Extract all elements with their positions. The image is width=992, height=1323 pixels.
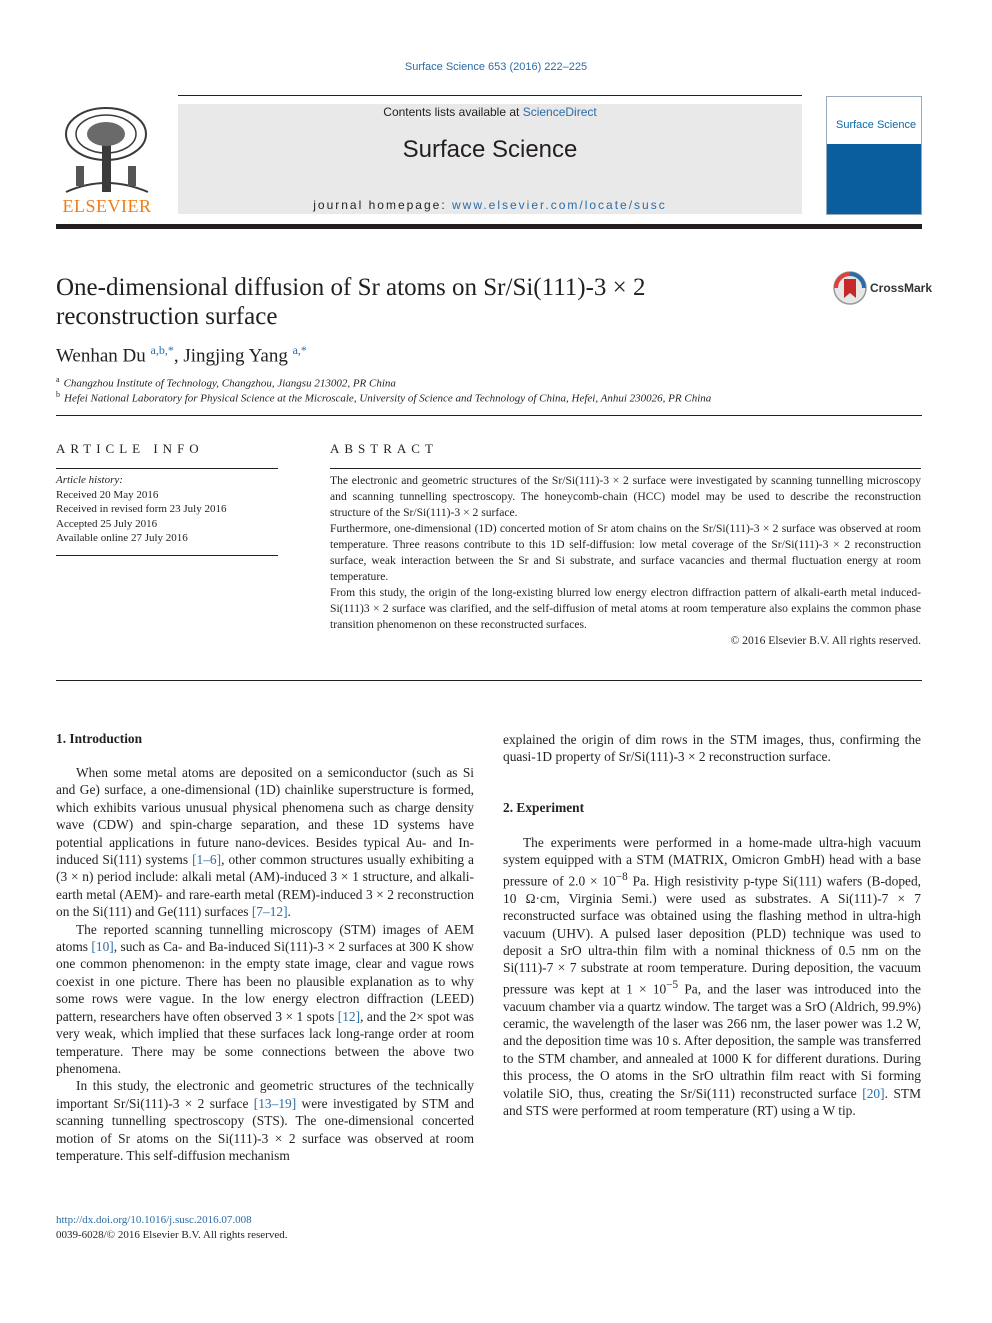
body-paragraph (56, 1077, 474, 1164)
author-separator: , (173, 345, 184, 367)
header-thick-rule (56, 224, 922, 229)
journal-cover-thumbnail[interactable] (826, 96, 922, 215)
header-top-rule (178, 95, 802, 96)
author-name[interactable]: Wenhan Du (56, 345, 146, 367)
body-divider (56, 680, 922, 681)
issn-copyright: 0039-6028/© 2016 Elsevier B.V. All rights reserved. (56, 1229, 288, 1241)
affiliation-text: Hefei National Laboratory for Physical Science at the Microscale, University of Science and Technology of China, Hefei, Anhui 230026, PR China (64, 392, 712, 405)
experiment-body (503, 834, 921, 1119)
article-history (56, 473, 226, 546)
article-info-heading: ARTICLE INFO (56, 441, 204, 456)
text-run: , other common structures usually exhibiting a (3 × n) period include: alkali metal (AM)-induced 3 × 1 structure, and alkali-earth metal (AEM)- and rare-earth metal (REM)-induced 3 × 2 reconstruction on the Si(111) and Ge(111) surfaces (56, 852, 474, 920)
introduction-continuation (503, 731, 921, 766)
author-list (56, 343, 307, 367)
history-accepted: Accepted 25 July 2016 (56, 517, 158, 530)
introduction-body (56, 764, 474, 1164)
text-run: . STM and STS were performed at room temperature (RT) using a W tip. (503, 1085, 921, 1119)
author-affiliation-marks[interactable]: a,b,* (150, 343, 174, 357)
journal-title: Surface Science (402, 136, 578, 163)
citation-link[interactable]: [10] (91, 939, 114, 955)
section-heading-introduction: 1. Introduction (56, 731, 143, 746)
text-run: In this study, the electronic and geometric structures of the technically important Sr/Si(111)-3 × 2 surface (56, 1078, 474, 1111)
text-run: , and the 2× spot was very weak, which implied that these surfaces lack long-range order at room temperature. There may be some connections between the above two phenomena. (56, 1008, 474, 1076)
author-affiliation-marks[interactable]: a,* (292, 343, 307, 357)
journal-homepage-link[interactable]: www.elsevier.com/locate/susc (452, 198, 667, 212)
text-run: The experiments were performed in a home-made ultra-high vacuum system equipped with a STM (MATRIX, Omicron GmbH) head with a base pressure of 2.0 × 10 (503, 835, 921, 889)
journal-citation-link[interactable]: Surface Science 653 (2016) 222–225 (404, 61, 588, 73)
text-run: When some metal atoms are deposited on a semiconductor (such as Si and Ge) surface, a one-dimensional (1D) chainlike superstructure is formed, which exhibits various unusual physical phenomena such as charge density wave (CDW) and spin-charge separation, and these 1D systems have potential applications in future nano-devices. Besides typical Au- and In-induced Si(111) systems (56, 765, 474, 868)
abstract-heading: ABSTRACT (330, 441, 438, 456)
text-run: were investigated by STM and scanning tunnelling spectroscopy (STS). The one-dimensional concerted motion of Sr atoms on the Si(111)-3 × 2 surface was observed at room temperature. This self-diffusion mechanism (56, 1095, 475, 1163)
history-label: Article history: (56, 474, 123, 486)
history-online: Available online 27 July 2016 (56, 532, 188, 544)
journal-homepage-line (178, 198, 802, 212)
citation-link[interactable]: [13–19] (253, 1095, 297, 1111)
article-info-rule-bottom (56, 555, 278, 556)
text-run: , such as Ca- and Ba-induced Si(111)-3 × 2 surfaces at 300 K show one common phenomenon: in the empty state image, clear and vague rows coexist in one picture. There has been no plausible explanation as to why some rows were vague. In the low energy electron diffraction (LEED) pattern, researchers have often observed 3 × 1 spots (56, 939, 474, 1024)
abstract-paragraph: From this study, the origin of the long-existing blurred low energy electron diffraction pattern of alkali-earth metal induced-Si(111)3 × 2 surface was clarified, and the self-diffusion of metal atoms at room temperature also explains the common phase transition phenomenon on these reconstructed surfaces. (330, 586, 921, 631)
abstract-body (330, 473, 921, 649)
crossmark-icon[interactable] (832, 270, 868, 311)
homepage-prefix: journal homepage: (313, 198, 452, 212)
doi-link[interactable]: http://dx.doi.org/10.1016/j.susc.2016.07.008 (56, 1214, 252, 1226)
text-run: Pa, and the laser was introduced into the vacuum chamber via a quartz window. The target was a SrO (Aldrich, 99.9%) ceramic, the wavelength of the laser was 266 nm, the laser power was 1.2 W, and the deposition time was 10 s. After deposition, the sample was transferred to the STM chamber, and annealed at 1000 K for different durations. During this process, the O atoms in the SrO ultrathin film react with Si forming volatile SiO, thus, creating the Sr/Si(111) reconstructed surface (503, 981, 921, 1101)
contents-prefix: Contents lists available at (383, 105, 523, 119)
crossmark-label[interactable]: CrossMark (870, 281, 933, 295)
sciencedirect-link[interactable]: ScienceDirect (522, 105, 597, 119)
abstract-paragraph: Furthermore, one-dimensional (1D) concerted motion of Sr atom chains on the Sr/Si(111)-3 × 2 surface was observed at room temperature. Three reasons contribute to this 1D self-diffusion: low metal coverage of the Sr/Si(111)-3 × 2 reconstruction surface, weak interaction between the Sr and Si substrate, and surface vacancies and thermal fluctuation energy at room temperature. (330, 522, 921, 583)
contents-line (178, 105, 802, 119)
citation-link[interactable]: [7–12] (251, 904, 288, 920)
body-paragraph (56, 921, 474, 1078)
abstract-rule (330, 468, 921, 469)
body-paragraph (56, 764, 474, 921)
elsevier-wordmark: ELSEVIER (62, 196, 152, 216)
affiliation-mark: a (56, 375, 60, 384)
citation-link[interactable]: [1–6] (192, 852, 222, 868)
affiliation (56, 390, 711, 405)
paper-title (56, 273, 756, 331)
text-run: . (287, 904, 291, 920)
abstract-paragraph: The electronic and geometric structures of the Sr/Si(111)-3 × 2 surface were investigated by scanning tunnelling microscopy and scanning tunnelling spectroscopy. The honeycomb-chain (HCC) model may be used to describe the reconstruction structure of the Sr/Si(111)-3 × 2 surface. (330, 474, 921, 519)
text-run: The reported scanning tunnelling microscopy (STM) images of AEM atoms (56, 921, 474, 955)
exponent: −5 (666, 978, 679, 991)
paper-title-line1: One-dimensional diffusion of Sr atoms on Sr/Si(111)-3 × 2 (56, 274, 646, 301)
article-info-rule-top (56, 468, 278, 469)
citation-link[interactable]: [20] (862, 1085, 885, 1101)
section-heading-experiment: 2. Experiment (503, 800, 585, 815)
body-paragraph (503, 834, 921, 1119)
body-paragraph: explained the origin of dim rows in the STM images, thus, confirming the quasi-1D property of Sr/Si(111)-3 × 2 reconstruction surface. (503, 732, 921, 765)
cover-title: Surface Science (836, 119, 917, 131)
paper-title-line2: reconstruction surface (56, 303, 278, 330)
affiliation (56, 375, 396, 390)
abstract-copyright: © 2016 Elsevier B.V. All rights reserved. (730, 634, 921, 647)
exponent: −8 (615, 870, 628, 883)
citation-link[interactable]: [12] (337, 1008, 361, 1024)
history-received: Received 20 May 2016 (56, 488, 159, 501)
affiliation-text: Changzhou Institute of Technology, Changzhou, Jiangsu 213002, PR China (63, 377, 396, 390)
author-name[interactable]: Jingjing Yang (183, 345, 288, 367)
text-run: Pa. High resistivity p-type Si(111) wafers (B-doped, 10 Ω·cm, Virginia Semi.) were used as substrates. A Si(111)-7 × 7 reconstructed surface was obtained using the flashing method in ultra-high vacuum (UHV). A pulsed laser deposition (PLD) technique was used to deposit a SrO ultra-thin film with a nominal thickness of 0.5 nm on the Si(111)-7 × 7 substrate at room temperature. During deposition, the vacuum pressure was kept at 1 × 10 (503, 873, 921, 997)
affiliation-mark: b (56, 390, 60, 399)
history-revised: Received in revised form 23 July 2016 (56, 503, 227, 515)
affiliation-divider (56, 415, 922, 416)
